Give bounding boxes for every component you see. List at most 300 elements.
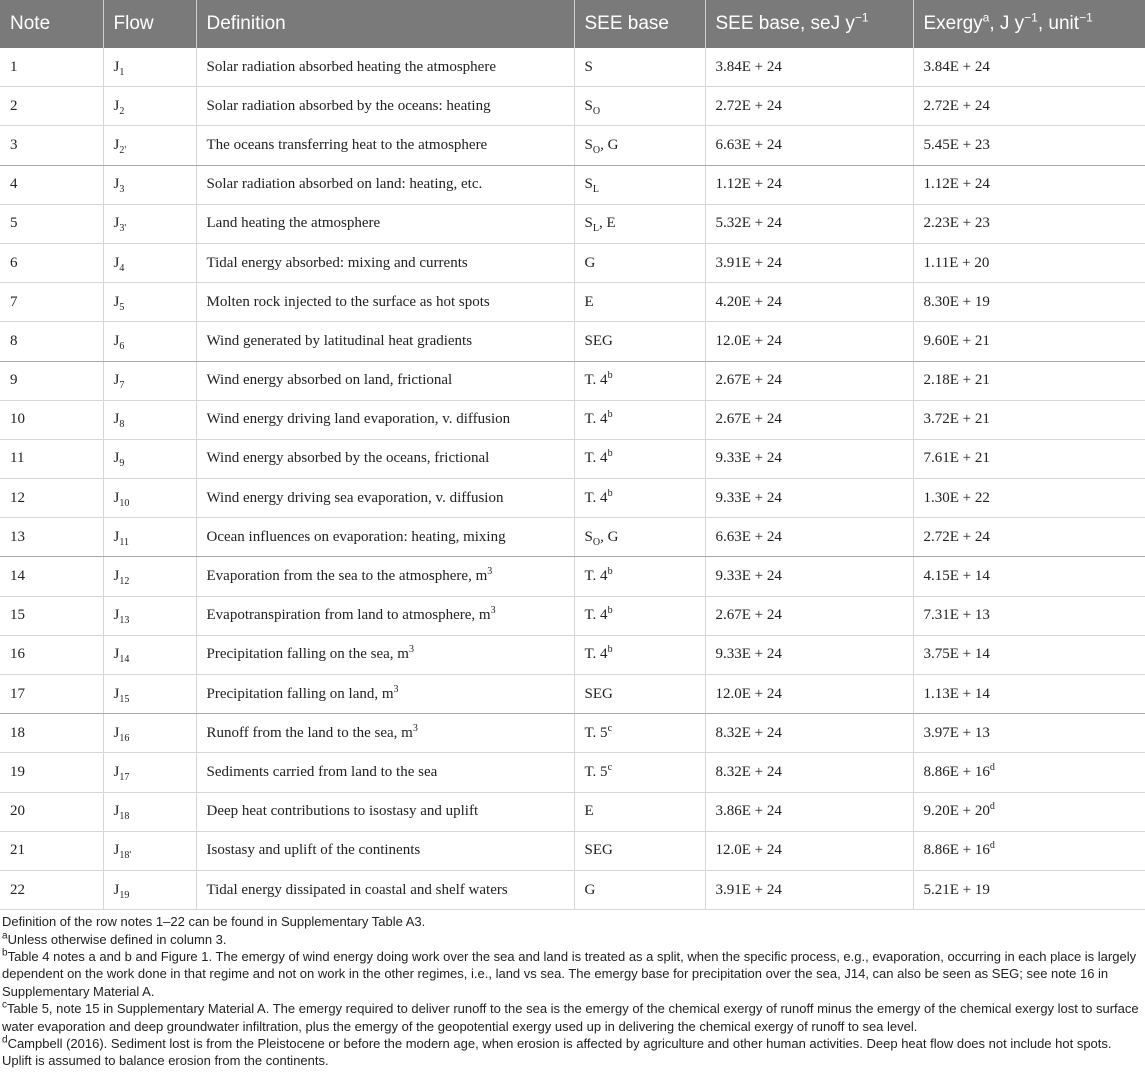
- cell-definition: [196, 361, 574, 400]
- cell-see-base-value: [705, 714, 913, 753]
- table-row: [0, 400, 1145, 439]
- flow-subscript: 19: [119, 889, 130, 901]
- definition-text: Land heating the atmosphere: [206, 215, 381, 232]
- cell-see-base: [574, 87, 705, 126]
- definition-text: Solar radiation absorbed heating the atmosphere: [206, 58, 496, 75]
- see-base-value: T. 4: [584, 372, 608, 389]
- flow-symbol: J: [113, 685, 120, 702]
- cell-definition: [196, 322, 574, 361]
- cell-see-base-value: [705, 361, 913, 400]
- see-emergy-value: 6.63E + 24: [715, 136, 782, 153]
- definition-text: Solar radiation absorbed by the oceans: heating: [206, 97, 491, 114]
- cell-exergy: [913, 518, 1145, 557]
- see-emergy-value: 5.32E + 24: [715, 215, 782, 232]
- cell-exergy: [913, 204, 1145, 243]
- see-base-value: S: [584, 215, 593, 232]
- definition-sup: 3: [490, 605, 496, 617]
- cell-flow: [103, 479, 196, 518]
- footnote-d-text: Campbell (2016). Sediment lost is from the Pleistocene or before the modern age, when erosion is affected by agriculture and other human activities. Deep heat flow does not include hot spots. Uplift is assumed to balance erosion from the continents.: [2, 1035, 1112, 1069]
- cell-flow: [103, 165, 196, 204]
- cell-see-base: [574, 635, 705, 674]
- definition-text: Wind generated by latitudinal heat gradients: [206, 332, 473, 349]
- flow-subscript: 13: [119, 615, 130, 627]
- cell-exergy: [913, 361, 1145, 400]
- note-value: 21: [10, 842, 25, 859]
- cell-definition: [196, 792, 574, 831]
- footnote-b-text: Table 4 notes a and b and Figure 1. The emergy of wind energy doing work over the sea and land is treated as a split, when the specific process, e.g., evaporation, occurring in each place is largely dependent on the work done in that regime and not on work in the other regimes, i.e., land vs sea. The emergy base for precipitation over the sea, J14, can also be seen as SEG; see note 16 in Supplementary Material A.: [2, 948, 1137, 999]
- cell-see-base-value: [705, 283, 913, 322]
- footnote-a: [2, 931, 1143, 948]
- cell-flow: [103, 204, 196, 243]
- definition-text: Tidal energy dissipated in coastal and shelf waters: [206, 881, 508, 898]
- note-value: 16: [10, 646, 25, 663]
- see-emergy-value: 2.67E + 24: [715, 607, 782, 624]
- cell-flow: [103, 283, 196, 322]
- see-base-sup: c: [607, 761, 613, 773]
- cell-flow: [103, 714, 196, 753]
- cell-definition: [196, 439, 574, 478]
- cell-flow: [103, 126, 196, 165]
- exergy-value: 2.72E + 24: [923, 528, 990, 545]
- flow-symbol: J: [113, 646, 120, 663]
- cell-see-base-value: [705, 870, 913, 909]
- see-emergy-value: 12.0E + 24: [715, 332, 782, 349]
- note-value: 17: [10, 685, 25, 702]
- exergy-value: 7.31E + 13: [923, 607, 990, 624]
- flow-subscript: 11: [119, 536, 129, 548]
- header-exergy-label: Exergy: [923, 13, 983, 34]
- flow-symbol: J: [113, 568, 120, 585]
- table-row: [0, 870, 1145, 909]
- exergy-value: 3.75E + 14: [923, 646, 990, 663]
- note-value: 6: [10, 254, 18, 271]
- cell-see-base-value: [705, 557, 913, 596]
- exergy-value: 2.72E + 24: [923, 97, 990, 114]
- cell-definition: [196, 635, 574, 674]
- exergy-value: 5.21E + 19: [923, 881, 990, 898]
- exergy-sup: d: [989, 761, 995, 773]
- see-base-value: S: [584, 136, 593, 153]
- definition-sup: 3: [487, 566, 493, 578]
- note-value: 3: [10, 136, 18, 153]
- see-base-value: S: [584, 528, 593, 545]
- flow-subscript: 2: [119, 105, 125, 117]
- exergy-value: 2.18E + 21: [923, 372, 990, 389]
- exergy-sup: d: [989, 801, 995, 813]
- cell-note: [0, 870, 103, 909]
- cell-see-base-value: [705, 675, 913, 714]
- definition-sup: 3: [393, 683, 399, 695]
- see-base-value: G: [584, 254, 596, 271]
- see-base-value: T. 4: [584, 607, 608, 624]
- table-header: [0, 0, 1145, 48]
- cell-note: [0, 283, 103, 322]
- exergy-value: 1.30E + 22: [923, 489, 990, 506]
- header-exergy-unit: , unit: [1037, 13, 1080, 34]
- cell-exergy: [913, 165, 1145, 204]
- cell-exergy: [913, 243, 1145, 282]
- see-emergy-value: 6.63E + 24: [715, 528, 782, 545]
- footnote-intro: Definition of the row notes 1–22 can be found in Supplementary Table A3.: [2, 914, 426, 930]
- definition-text: Precipitation falling on the sea, m: [206, 646, 409, 663]
- cell-flow: [103, 87, 196, 126]
- exergy-value: 5.45E + 23: [923, 136, 990, 153]
- cell-exergy: [913, 439, 1145, 478]
- cell-see-base: [574, 48, 705, 87]
- cell-exergy: [913, 48, 1145, 87]
- cell-flow: [103, 243, 196, 282]
- note-value: 10: [10, 411, 25, 428]
- flow-symbol: J: [113, 176, 120, 193]
- definition-text: Wind energy driving sea evaporation, v. diffusion: [206, 489, 504, 506]
- header-see-base-units: [705, 0, 913, 48]
- see-base-value: SEG: [584, 332, 613, 349]
- see-base-tail: , G: [600, 528, 619, 545]
- header-flow-label: Flow: [113, 13, 154, 34]
- note-value: 4: [10, 176, 18, 193]
- cell-flow: [103, 400, 196, 439]
- cell-exergy: [913, 675, 1145, 714]
- cell-see-base-value: [705, 635, 913, 674]
- flow-symbol: J: [113, 489, 120, 506]
- cell-see-base: [574, 675, 705, 714]
- cell-exergy: [913, 635, 1145, 674]
- see-emergy-value: 12.0E + 24: [715, 842, 782, 859]
- exergy-value: 2.23E + 23: [923, 215, 990, 232]
- cell-flow: [103, 635, 196, 674]
- cell-see-base-value: [705, 479, 913, 518]
- note-value: 12: [10, 489, 25, 506]
- see-emergy-value: 2.67E + 24: [715, 372, 782, 389]
- definition-text: Molten rock injected to the surface as hot spots: [206, 293, 490, 310]
- definition-text: Sediments carried from land to the sea: [206, 763, 438, 780]
- see-base-value: E: [584, 803, 594, 820]
- flow-subscript: 3': [119, 223, 127, 235]
- cell-exergy: [913, 322, 1145, 361]
- flow-subscript: 10: [119, 497, 130, 509]
- definition-text: Ocean influences on evaporation: heating, mixing: [206, 528, 506, 545]
- cell-note: [0, 792, 103, 831]
- see-emergy-value: 3.84E + 24: [715, 58, 782, 75]
- see-base-value: E: [584, 293, 594, 310]
- note-value: 2: [10, 97, 18, 114]
- footnote-c: [2, 1000, 1143, 1035]
- cell-see-base-value: [705, 322, 913, 361]
- cell-flow: [103, 361, 196, 400]
- flow-symbol: J: [113, 254, 120, 271]
- cell-see-base-value: [705, 204, 913, 243]
- see-base-sup: b: [607, 487, 613, 499]
- header-see-base-label: SEE base: [584, 13, 669, 34]
- header-note-label: Note: [10, 13, 51, 34]
- note-value: 13: [10, 528, 25, 545]
- see-emergy-value: 3.91E + 24: [715, 881, 782, 898]
- see-base-value: T. 5: [584, 724, 608, 741]
- definition-text: Deep heat contributions to isostasy and uplift: [206, 803, 479, 820]
- cell-see-base-value: [705, 831, 913, 870]
- exergy-value: 7.61E + 21: [923, 450, 990, 467]
- cell-see-base: [574, 361, 705, 400]
- footnote-d: [2, 1035, 1143, 1070]
- table-row: [0, 675, 1145, 714]
- table-row: [0, 753, 1145, 792]
- cell-exergy: [913, 792, 1145, 831]
- note-value: 9: [10, 372, 18, 389]
- header-see-base: [574, 0, 705, 48]
- flow-symbol: J: [113, 293, 120, 310]
- flow-subscript: 12: [119, 576, 130, 588]
- definition-text: Wind energy absorbed by the oceans, frictional: [206, 450, 490, 467]
- footnotes: [0, 910, 1145, 1070]
- note-value: 5: [10, 215, 18, 232]
- flow-subscript: 6: [119, 340, 125, 352]
- flow-symbol: J: [113, 724, 120, 741]
- header-see-units-label: SEE base, seJ y: [715, 13, 855, 34]
- definition-sup: 3: [408, 644, 414, 656]
- cell-exergy: [913, 126, 1145, 165]
- cell-note: [0, 596, 103, 635]
- cell-see-base: [574, 518, 705, 557]
- definition-sup: 3: [412, 722, 418, 734]
- cell-note: [0, 126, 103, 165]
- cell-see-base-value: [705, 518, 913, 557]
- cell-exergy: [913, 283, 1145, 322]
- cell-definition: [196, 557, 574, 596]
- cell-definition: [196, 243, 574, 282]
- cell-see-base: [574, 204, 705, 243]
- cell-definition: [196, 165, 574, 204]
- cell-flow: [103, 753, 196, 792]
- see-base-sub: L: [592, 184, 599, 196]
- cell-flow: [103, 792, 196, 831]
- cell-definition: [196, 400, 574, 439]
- see-emergy-value: 9.33E + 24: [715, 646, 782, 663]
- flow-symbol: J: [113, 411, 120, 428]
- flow-subscript: 9: [119, 458, 125, 470]
- header-exergy: [913, 0, 1145, 48]
- definition-text: Solar radiation absorbed on land: heating, etc.: [206, 176, 483, 193]
- table-row: [0, 479, 1145, 518]
- table-row: [0, 831, 1145, 870]
- see-emergy-value: 3.86E + 24: [715, 803, 782, 820]
- cell-flow: [103, 48, 196, 87]
- table-row: [0, 204, 1145, 243]
- cell-note: [0, 322, 103, 361]
- see-base-value: T. 4: [584, 489, 608, 506]
- note-value: 11: [10, 450, 25, 467]
- exergy-value: 1.13E + 14: [923, 685, 990, 702]
- table-row: [0, 87, 1145, 126]
- see-base-sub: O: [592, 536, 601, 548]
- table-row: [0, 792, 1145, 831]
- exergy-value: 3.72E + 21: [923, 411, 990, 428]
- see-base-sup: b: [607, 644, 613, 656]
- definition-text: Evapotranspiration from land to atmosphere, m: [206, 607, 491, 624]
- flow-symbol: J: [113, 842, 120, 859]
- cell-see-base-value: [705, 596, 913, 635]
- see-emergy-value: 8.32E + 24: [715, 724, 782, 741]
- footnote-b: [2, 948, 1143, 1000]
- flow-symbol: J: [113, 215, 120, 232]
- cell-see-base-value: [705, 126, 913, 165]
- note-value: 7: [10, 293, 18, 310]
- cell-flow: [103, 870, 196, 909]
- flow-symbol: J: [113, 332, 120, 349]
- definition-text: Runoff from the land to the sea, m: [206, 724, 413, 741]
- flow-subscript: 18: [119, 811, 130, 823]
- see-base-value: S: [584, 58, 593, 75]
- exergy-value: 3.97E + 13: [923, 724, 990, 741]
- flow-symbol: J: [113, 803, 120, 820]
- exergy-value: 9.60E + 21: [923, 332, 990, 349]
- table-body: [0, 48, 1145, 910]
- header-exergy-exp2: −1: [1079, 10, 1093, 25]
- cell-definition: [196, 518, 574, 557]
- flow-symbol: J: [113, 763, 120, 780]
- exergy-value: 4.15E + 14: [923, 568, 990, 585]
- flow-symbol: J: [113, 136, 120, 153]
- cell-see-base: [574, 165, 705, 204]
- cell-exergy: [913, 831, 1145, 870]
- cell-flow: [103, 439, 196, 478]
- footnote-a-mark: a: [2, 930, 8, 942]
- table-row: [0, 243, 1145, 282]
- cell-see-base: [574, 243, 705, 282]
- definition-text: Tidal energy absorbed: mixing and currents: [206, 254, 468, 271]
- cell-note: [0, 479, 103, 518]
- note-value: 19: [10, 763, 25, 780]
- cell-exergy: [913, 714, 1145, 753]
- cell-exergy: [913, 400, 1145, 439]
- see-base-value: G: [584, 881, 596, 898]
- cell-definition: [196, 283, 574, 322]
- cell-note: [0, 831, 103, 870]
- footnote-b-mark: b: [2, 947, 8, 959]
- table-row: [0, 48, 1145, 87]
- header-see-units-exp: −1: [854, 10, 869, 25]
- cell-note: [0, 243, 103, 282]
- cell-exergy: [913, 479, 1145, 518]
- cell-see-base-value: [705, 753, 913, 792]
- cell-definition: [196, 479, 574, 518]
- cell-definition: [196, 714, 574, 753]
- see-emergy-value: 3.91E + 24: [715, 254, 782, 271]
- cell-exergy: [913, 870, 1145, 909]
- see-base-sup: b: [607, 409, 613, 421]
- flow-subscript: 17: [119, 771, 130, 783]
- flow-subscript: 14: [119, 654, 130, 666]
- see-base-value: SEG: [584, 842, 613, 859]
- flow-symbol: J: [113, 97, 120, 114]
- definition-text: Isostasy and uplift of the continents: [206, 842, 421, 859]
- cell-see-base: [574, 400, 705, 439]
- exergy-value: 8.86E + 16: [923, 842, 990, 859]
- cell-flow: [103, 675, 196, 714]
- flow-subscript: 15: [119, 693, 130, 705]
- cell-note: [0, 753, 103, 792]
- cell-see-base: [574, 479, 705, 518]
- see-base-sub: O: [592, 144, 601, 156]
- note-value: 22: [10, 881, 25, 898]
- note-value: 8: [10, 332, 18, 349]
- flow-symbol: J: [113, 528, 120, 545]
- header-definition-label: Definition: [206, 13, 286, 34]
- cell-note: [0, 48, 103, 87]
- cell-flow: [103, 596, 196, 635]
- flow-symbol: J: [113, 58, 120, 75]
- footnote-d-mark: d: [2, 1034, 8, 1046]
- cell-note: [0, 675, 103, 714]
- cell-see-base: [574, 322, 705, 361]
- flow-subscript: 16: [119, 732, 130, 744]
- cell-note: [0, 518, 103, 557]
- table-row: [0, 635, 1145, 674]
- table-row: [0, 126, 1145, 165]
- cell-note: [0, 361, 103, 400]
- see-base-value: T. 5: [584, 763, 608, 780]
- flow-symbol: J: [113, 372, 120, 389]
- cell-exergy: [913, 557, 1145, 596]
- cell-definition: [196, 596, 574, 635]
- see-base-tail: , G: [600, 136, 619, 153]
- cell-definition: [196, 870, 574, 909]
- header-flow: [103, 0, 196, 48]
- flow-subscript: 4: [119, 262, 125, 274]
- cell-see-base: [574, 753, 705, 792]
- see-base-value: S: [584, 97, 593, 114]
- cell-see-base-value: [705, 48, 913, 87]
- cell-see-base: [574, 126, 705, 165]
- see-emergy-value: 4.20E + 24: [715, 293, 782, 310]
- definition-text: Evaporation from the sea to the atmosphere, m: [206, 568, 488, 585]
- table-row: [0, 596, 1145, 635]
- cell-see-base: [574, 792, 705, 831]
- cell-note: [0, 557, 103, 596]
- cell-flow: [103, 831, 196, 870]
- cell-see-base: [574, 596, 705, 635]
- cell-see-base: [574, 714, 705, 753]
- note-value: 20: [10, 803, 25, 820]
- see-base-value: T. 4: [584, 646, 608, 663]
- cell-definition: [196, 48, 574, 87]
- see-base-sub: O: [592, 105, 601, 117]
- see-emergy-value: 2.67E + 24: [715, 411, 782, 428]
- flow-subscript: 7: [119, 380, 125, 392]
- cell-flow: [103, 322, 196, 361]
- cell-definition: [196, 675, 574, 714]
- cell-definition: [196, 87, 574, 126]
- see-emergy-value: 12.0E + 24: [715, 685, 782, 702]
- flow-symbol: J: [113, 881, 120, 898]
- table-row: [0, 361, 1145, 400]
- table-row: [0, 165, 1145, 204]
- cell-note: [0, 400, 103, 439]
- exergy-value: 1.11E + 20: [923, 254, 990, 271]
- cell-exergy: [913, 753, 1145, 792]
- flow-subscript: 2': [119, 144, 127, 156]
- see-base-value: SEG: [584, 685, 613, 702]
- exergy-sup: d: [989, 840, 995, 852]
- flow-subscript: 8: [119, 419, 125, 431]
- note-value: 14: [10, 568, 25, 585]
- cell-see-base: [574, 439, 705, 478]
- header-note: [0, 0, 103, 48]
- see-base-value: T. 4: [584, 411, 608, 428]
- see-base-value: T. 4: [584, 450, 608, 467]
- cell-definition: [196, 204, 574, 243]
- cell-see-base-value: [705, 792, 913, 831]
- cell-note: [0, 165, 103, 204]
